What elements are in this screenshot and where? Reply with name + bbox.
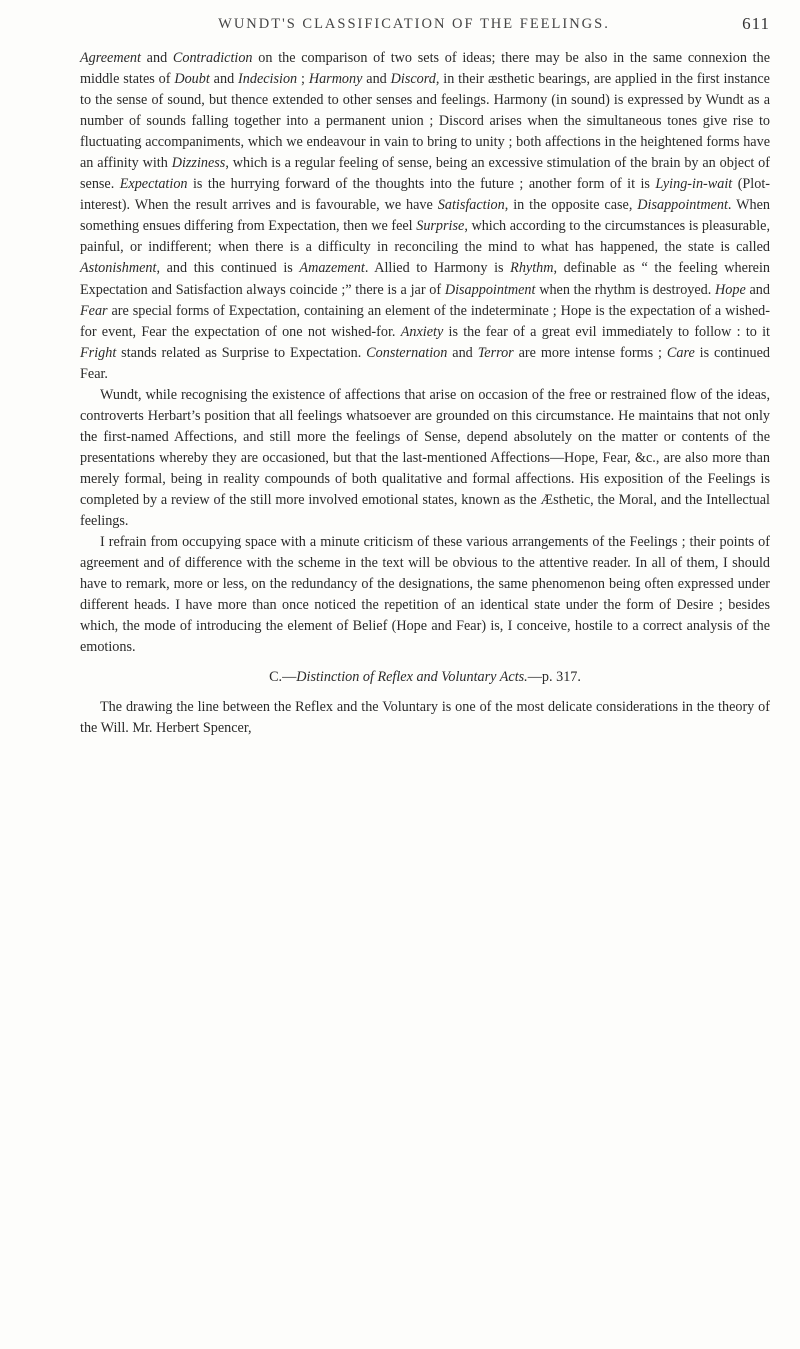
- paragraph: Agreement and Contradiction on the comparison of two sets of ideas; there may be also in the same connexion the middle states of Doubt and Indecision ; Harmony and Discord, in their æsthetic bearings, are applied in the first instance to the sense of sound, but thence extended to other senses and feelings. Harmony (in sound) is expressed by Wundt as a number of sounds falling together into a permanent union ; Discord arises when the simultaneous tones give rise to fluctuating accompaniments, which we endeavour in vain to bring to unity ; both affections in the heightened forms have an affinity with Dizziness, which is a regular feeling of sense, being an excessive stimulation of the brain by an object of sense. Expectation is the hurrying forward of the thoughts into the future ; another form of it is Lying-in-wait (Plot-interest). When the result arrives and is favourable, we have Satisfaction, in the opposite case, Disappointment. When something ensues differing from Expectation, then we feel Surprise, which according to the circumstances is pleasurable, painful, or indifferent; when there is a difficulty in reconciling the mind to what has happened, the state is called Astonishment, and this continued is Amazement. Allied to Harmony is Rhythm, definable as “ the feeling wherein Expectation and Satisfaction always coincide ;” there is a jar of Disappointment when the rhythm is destroyed. Hope and Fear are special forms of Expectation, containing an element of the indeterminate ; Hope is the expectation of a wished-for event, Fear the expectation of one not wished-for. Anxiety is the fear of a great evil immediately to follow : to it Fright stands related as Surprise to Expectation. Consternation and Terror are more intense forms ; Care is continued Fear.: [80, 50, 771, 382]
- running-head: [60, 16, 770, 38]
- section-heading: C.—Distinction of Reflex and Voluntary Acts.—p. 317.: [269, 669, 581, 686]
- paragraph: I refrain from occupying space with a minute criticism of these various arrangements of the Feelings ; their points of agreement and of difference with the scheme in the text will be obvious to the attentive reader. In all of them, I should have to remark, more or less, on the redundancy of the designations, the same phenomenon being often expressed under different heads. I have more than once noticed the repetition of an identical state under the form of Desire ; besides which, the mode of introducing the element of Belief (Hope and Fear) is, I conceive, hostile to a correct analysis of the emotions.: [80, 534, 770, 656]
- page-number: 611: [742, 14, 770, 33]
- running-title: WUNDT'S CLASSIFICATION OF THE FEELINGS.: [218, 16, 610, 32]
- paragraph: The drawing the line between the Reflex and the Voluntary is one of the most delicate considerations in the theory of the Will. Mr. Herbert Spencer,: [80, 699, 770, 737]
- body-text: [80, 48, 770, 740]
- paragraph: Wundt, while recognising the existence of affections that arise on occasion of the free or restrained flow of the ideas, controverts Herbart’s position that all feelings whatsoever are grounded on this circumstance. He maintains that not only the first-named Affections, and still more the feelings of Sense, depend absolutely on the matter or contents of the presentations whereby they are occasioned, but that the last-mentioned Affections—Hope, Fear, &c., are also more than merely formal, being in reality compounds of both qualitative and formal affections. His exposition of the Feelings is completed by a review of the still more involved emotional states, known as the Æsthetic, the Moral, and the Intellectual feelings.: [80, 386, 770, 530]
